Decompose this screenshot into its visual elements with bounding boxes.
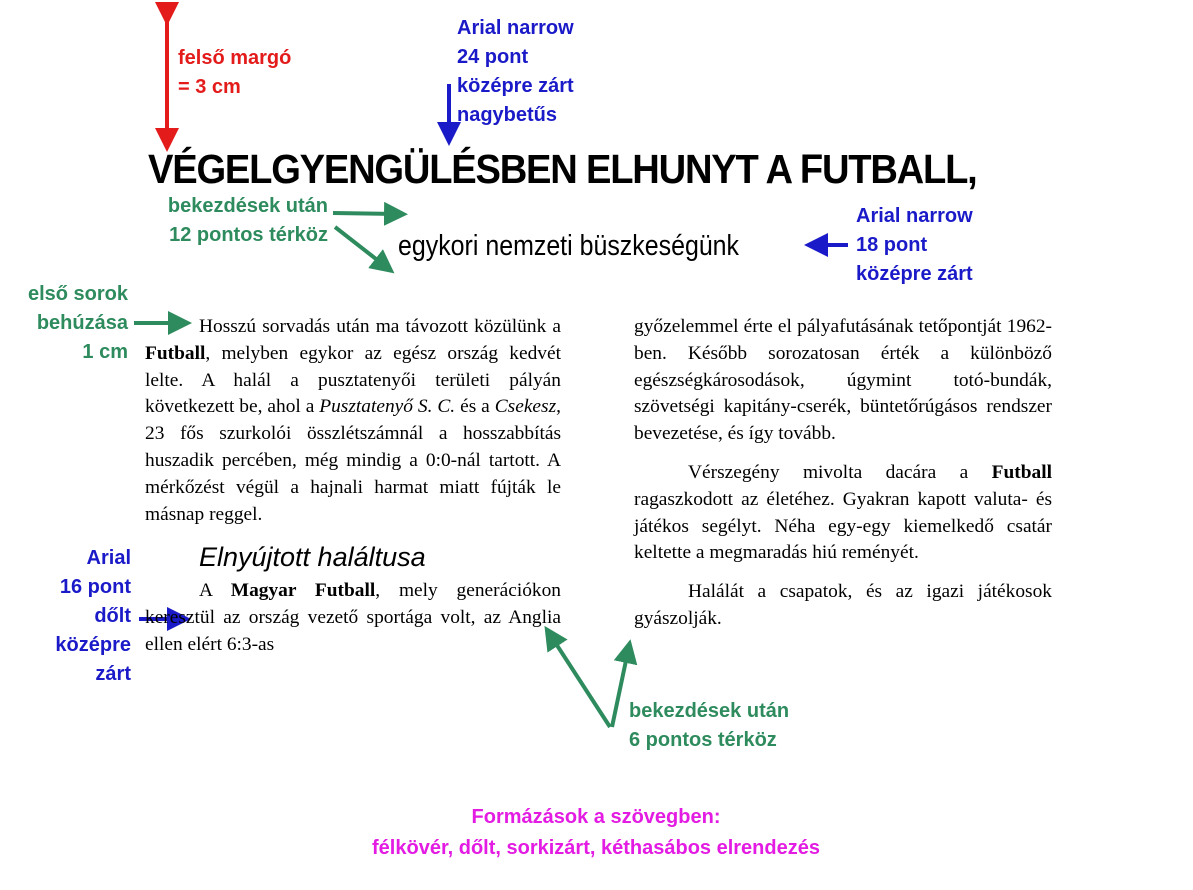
spacing-6-label: bekezdések után 6 pontos térköz xyxy=(629,700,790,751)
column-right xyxy=(634,314,1052,633)
subtitle-format-label: Arial narrow 18 pont középre zárt xyxy=(856,205,973,285)
footer-label: Formázások a szövegben: félkövér, dőlt, sorkizárt, kéthasábos elrendezés xyxy=(372,806,820,859)
title-format-label: Arial narrow 24 pont középre zárt nagybetűs xyxy=(457,17,574,126)
paragraph-3: Vérszegény mivolta dacára a Futball ragaszkodott az életéhez. Gyakran kapott valuta- és játékos segélyt. Néha egy-egy kiemelkedő csatár keltette a megmaradás hiú reményét. xyxy=(634,461,1052,564)
spacing-6-arrow-2 xyxy=(612,651,628,727)
indent-label: első sorok behúzása 1 cm xyxy=(27,283,128,363)
spacing-12-label: bekezdések után 12 pontos térköz xyxy=(167,195,328,246)
document-subtitle: egykori nemzeti büszkeségünk xyxy=(398,230,740,262)
spacing-12-arrow-1 xyxy=(333,213,396,214)
paragraph-2: A Magyar Futball, mely generációkon keresztül az ország vezető sportága volt, az Anglia ellen elért 6:3-as xyxy=(145,580,561,655)
spacing-12-arrow-2 xyxy=(335,227,385,266)
heading-format-label: Arial 16 pont dőlt középre zárt xyxy=(55,547,131,685)
document-title: VÉGELGYENGÜLÉSBEN ELHUNYT A FUTBALL, xyxy=(148,146,977,192)
top-margin-label: felső margó = 3 cm xyxy=(178,47,292,98)
paragraph-2-continued: győzelemmel érte el pályafutásának tetőpontját 1962-ben. Később sorozatosan érték a különböző egészségkárosodások, úgymint totó-bundák, szövetségi kapitány-cserék, büntetőrúgásos rendszer bevezetése, és így tovább. xyxy=(634,316,1052,445)
paragraph-4: Halálát a csapatok, és az igazi játékosok gyászolják. xyxy=(634,581,1052,629)
section-heading: Elnyújtott haláltusa xyxy=(199,542,426,573)
column-left xyxy=(145,314,561,659)
paragraph-1: Hosszú sorvadás után ma távozott közülünk a Futball, melyben egykor az egész ország kedvét lelte. A halál a pusztatenyői területi pályán következett be, ahol a Pusztatenyő S. C. és a Csekesz, 23 fős szurkolói összlétszámnál a hosszabbítás huszadik percében, még mindig a 0:0-nál tartott. A mérkőzést végül a hajnali harmat miatt fújták le másnap reggel. xyxy=(145,316,561,525)
